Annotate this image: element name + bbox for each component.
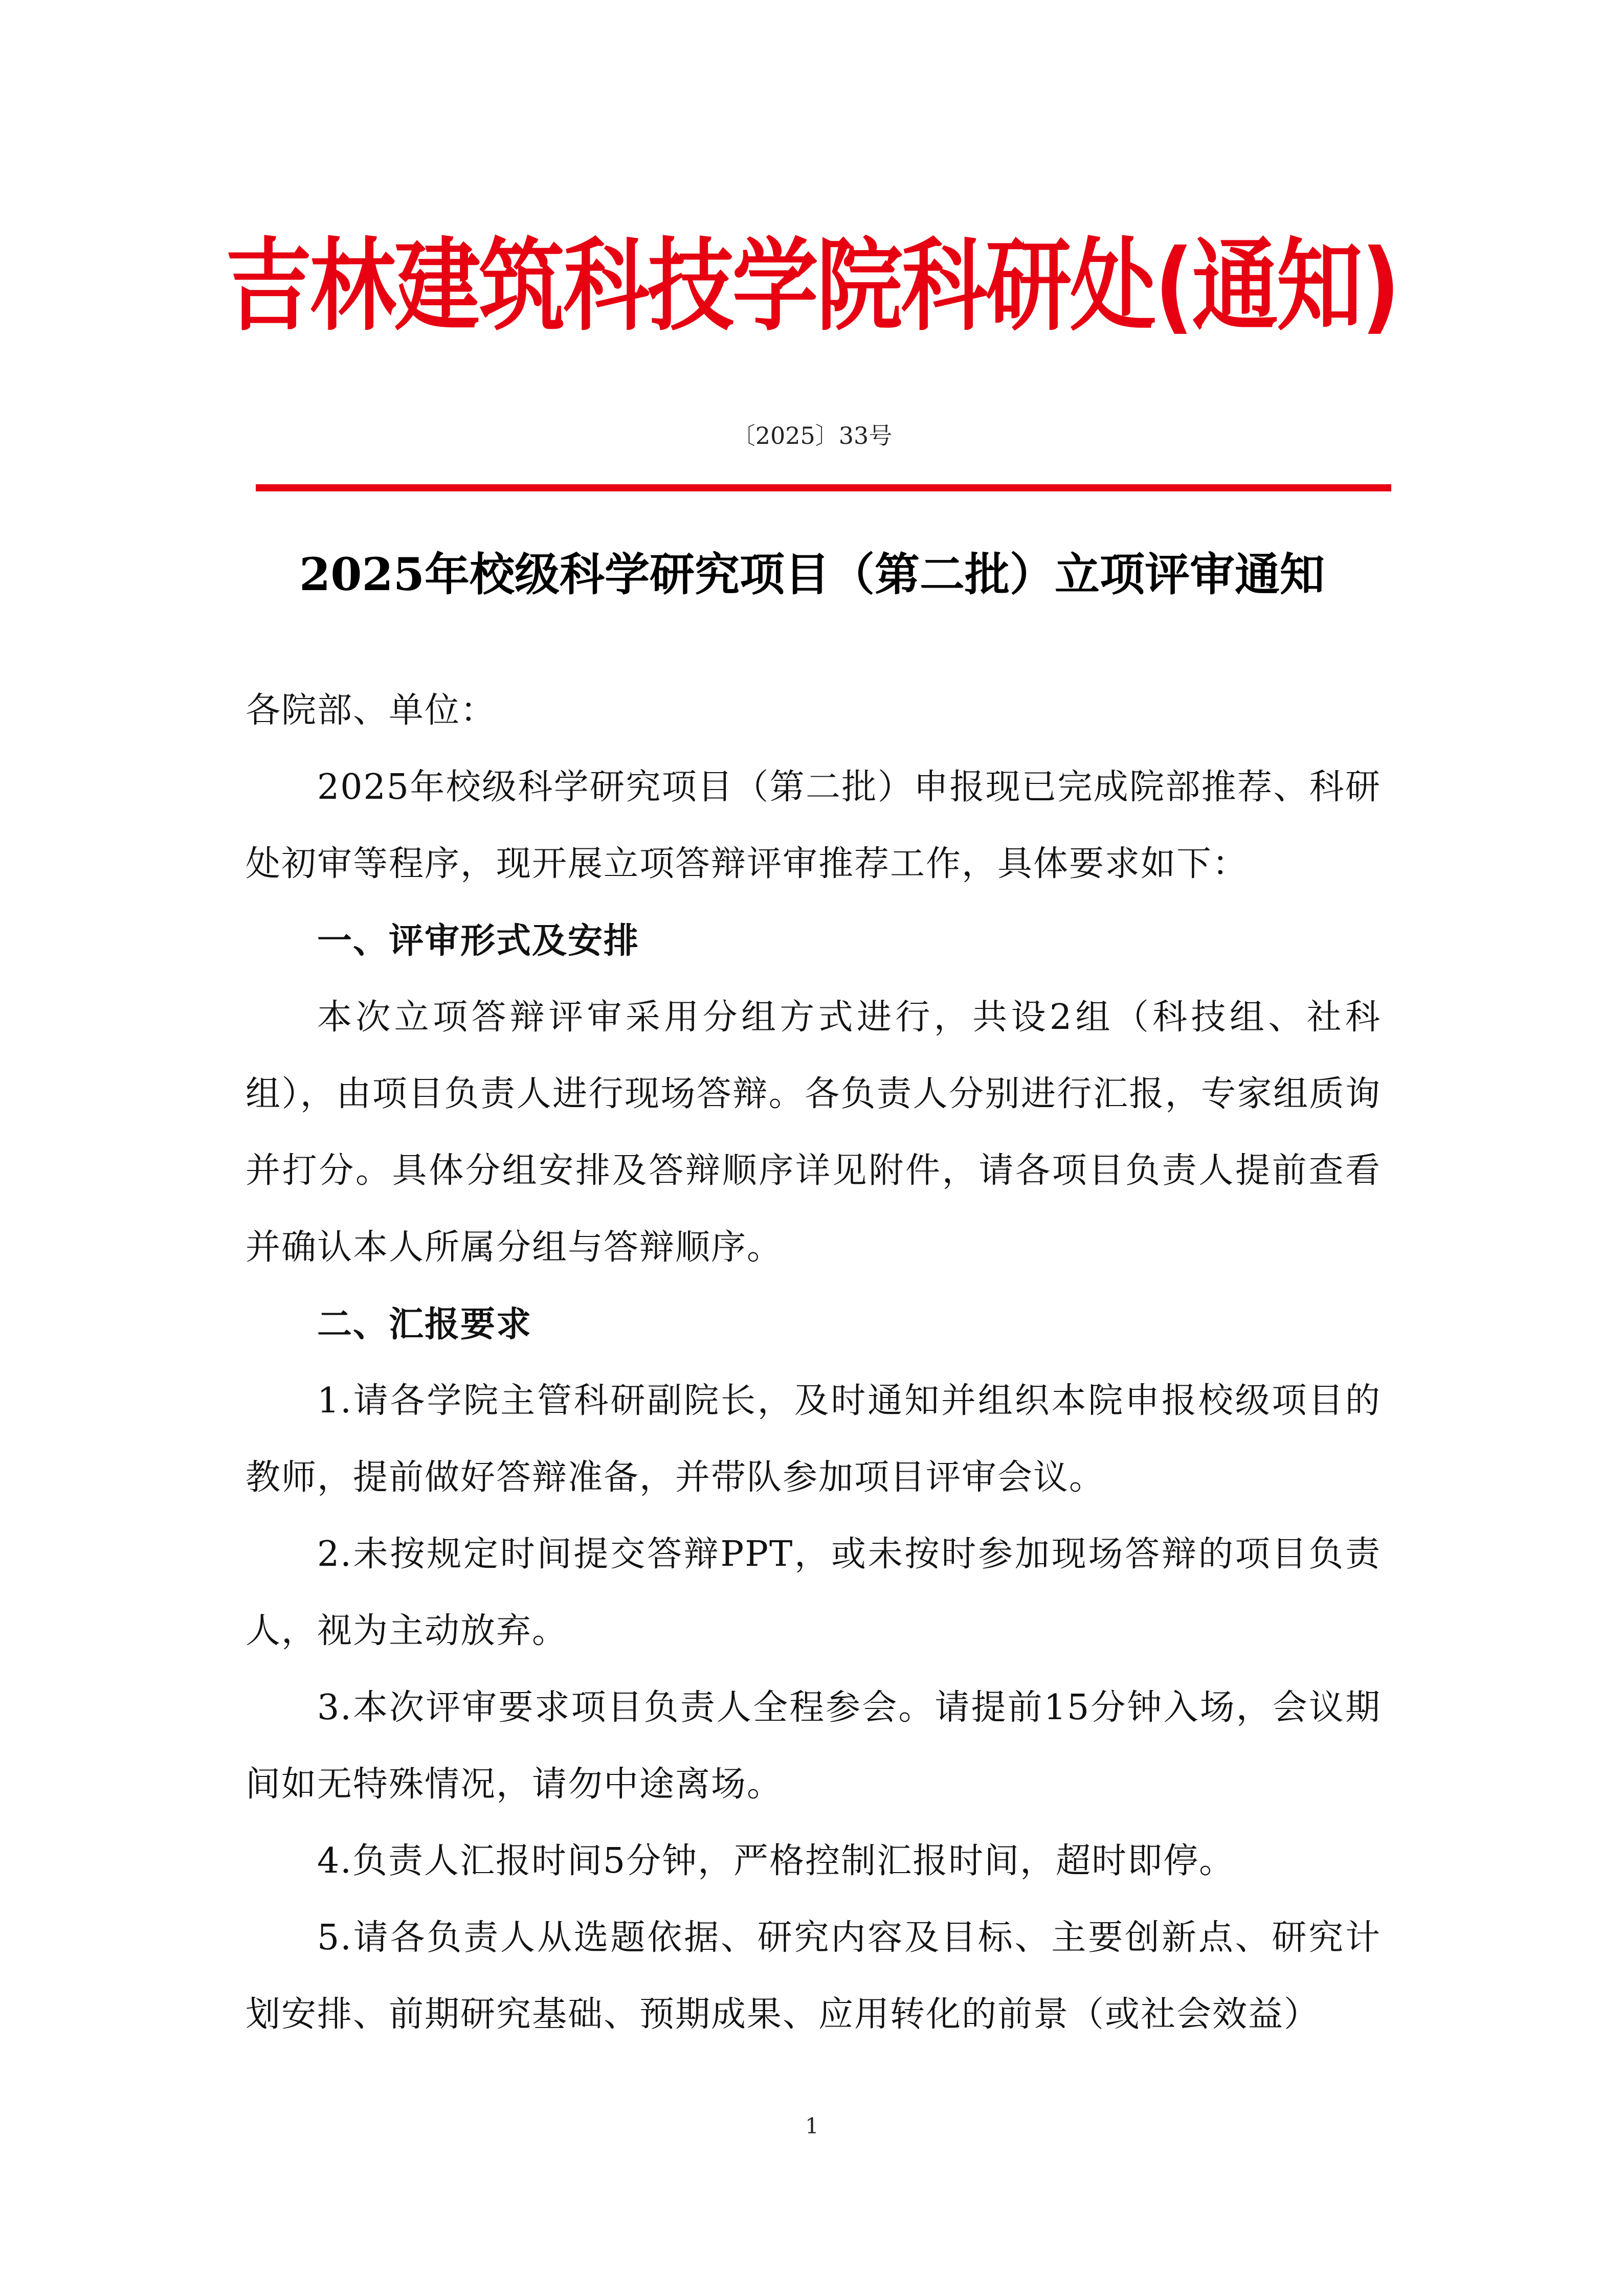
section-heading-review-format: 一、评审形式及安排 [317, 920, 640, 961]
notice-body [246, 672, 1381, 2053]
org-masthead-title: 吉林建筑科技学院科研处(通知) [225, 228, 1399, 345]
requirement-item: 3.本次评审要求项目负责人全程参会。请提前15分钟入场，会议期间如无特殊情况，请勿中途离场。 [246, 1687, 1381, 1805]
requirement-item: 4.负责人汇报时间5分钟，严格控制汇报时间，超时即停。 [317, 1841, 1235, 1881]
requirement-item: 5.请各负责人从选题依据、研究内容及目标、主要创新点、研究计划安排、前期研究基础、预期成果、应用转化的前景（或社会效益） [246, 1918, 1381, 2035]
salutation: 各院部、单位： [246, 690, 497, 731]
page-number: 1 [805, 2113, 819, 2139]
section-heading-report-requirements: 二、汇报要求 [317, 1304, 532, 1345]
requirement-item: 1.请各学院主管科研副院长，及时通知并组织本院申报校级项目的教师，提前做好答辩准备，并带队参加项目评审会议。 [246, 1381, 1381, 1498]
review-format-paragraph: 本次立项答辩评审采用分组方式进行，共设2组（科技组、社科组），由项目负责人进行现场答辩。各负责人分别进行汇报，专家组质询并打分。具体分组安排及答辩顺序详见附件，请各项目负责人提前查看并确认本人所属分组与答辩顺序。 [246, 997, 1381, 1268]
requirement-item: 2.未按规定时间提交答辩PPT，或未按时参加现场答辩的项目负责人，视为主动放弃。 [246, 1534, 1381, 1651]
intro-paragraph: 2025年校级科学研究项目（第二批）申报现已完成院部推荐、科研处初审等程序，现开展立项答辩评审推荐工作，具体要求如下： [246, 767, 1381, 884]
document-number: 〔2025〕33号 [731, 422, 893, 449]
notice-title: 2025年校级科学研究项目（第二批）立项评审通知 [299, 548, 1325, 601]
header-divider [256, 484, 1391, 491]
